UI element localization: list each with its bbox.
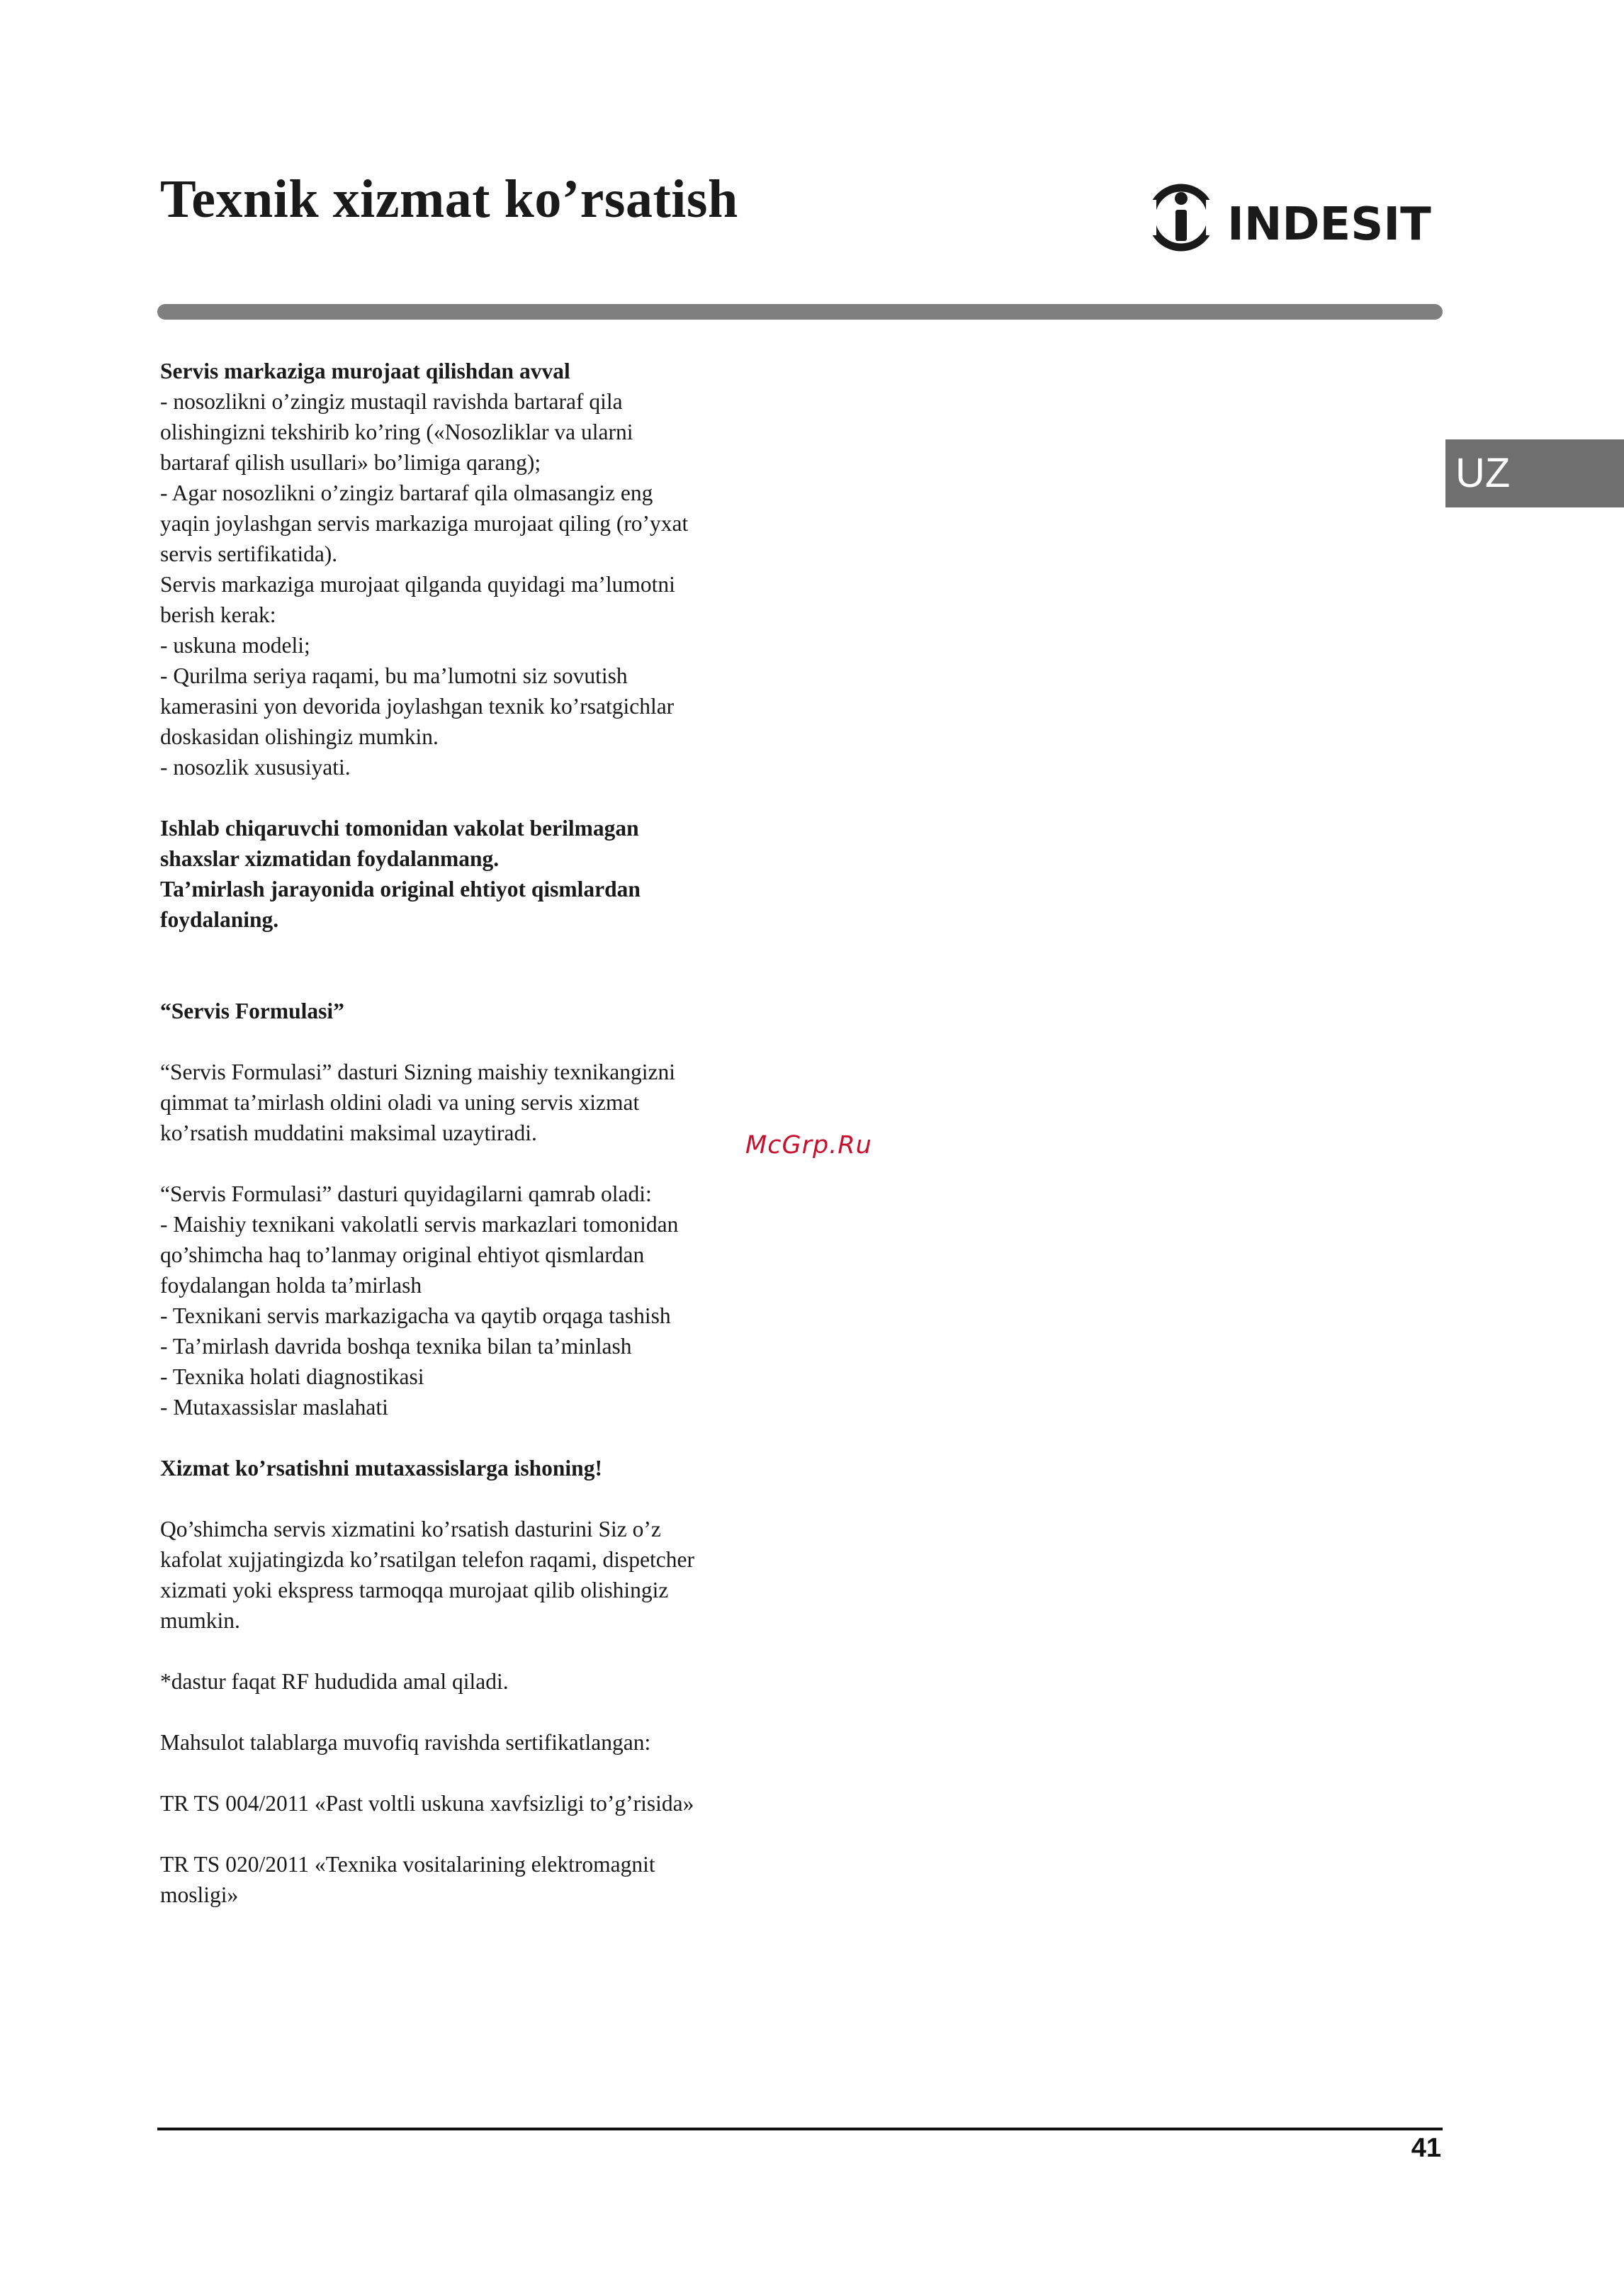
body-line: - uskuna modeli; — [160, 633, 310, 658]
certification-intro: Mahsulot talablarga muvofiq ravishda sertifikatlangan: — [160, 1730, 651, 1755]
body-line: xizmati yoki ekspress tarmoqqa murojaat qilib olishingiz — [160, 1578, 669, 1602]
body-line: yaqin joylashgan servis markaziga murojaat qiling (ro’yxat — [160, 511, 689, 536]
body-line: qo’shimcha haq to’lanmay original ehtiyot qismlardan — [160, 1242, 645, 1267]
body-line: kafolat xujjatingizda ko’rsatilgan telefon raqami, dispetcher — [160, 1547, 694, 1572]
body-line: qimmat ta’mirlash oldini oladi va uning servis xizmat — [160, 1090, 640, 1115]
body-line: - nosozlik xususiyati. — [160, 755, 351, 780]
body-line: “Servis Formulasi” dasturi Sizning maishiy texnikangizni — [160, 1060, 676, 1084]
body-line: - Texnikani servis markazigacha va qaytib orqaga tashish — [160, 1303, 671, 1328]
body-line: - Qurilma seriya raqami, bu ma’lumotni siz sovutish — [160, 663, 628, 688]
warning-line: shaxslar xizmatidan foydalanmang. — [160, 846, 500, 871]
page-title: Texnik xizmat ko’rsatish — [160, 169, 738, 229]
certification-item: TR TS 020/2011 «Texnika vositalarining elektromagnit — [160, 1852, 655, 1877]
body-line: kamerasini yon devorida joylashgan texnik ko’rsatgichlar — [160, 694, 675, 719]
body-line: berish kerak: — [160, 602, 276, 627]
body-line: - Texnika holati diagnostikasi — [160, 1364, 424, 1389]
body-line: foydalangan holda ta’mirlash — [160, 1273, 422, 1298]
body-line: olishingizni tekshirib ko’ring («Nosozliklar va ularni — [160, 420, 633, 444]
language-tab: UZ — [1445, 439, 1624, 507]
section-heading: “Servis Formulasi” — [160, 999, 344, 1023]
body-line: Servis markaziga murojaat qilganda quyidagi ma’lumotni — [160, 572, 675, 597]
body-line: mumkin. — [160, 1608, 240, 1633]
indesit-logo — [1142, 179, 1440, 257]
warning-line: foydalaning. — [160, 907, 279, 932]
body-line: “Servis Formulasi” dasturi quyidagilarni qamrab oladi: — [160, 1181, 652, 1206]
certification-item: mosligi» — [160, 1882, 239, 1907]
warning-line: Ta’mirlash jarayonida original ehtiyot qismlardan — [160, 877, 641, 901]
body-line: - Ta’mirlash davrida boshqa texnika bilan ta’minlash — [160, 1334, 632, 1359]
footnote: *dastur faqat RF hududida amal qiladi. — [160, 1669, 509, 1694]
body-line: servis sertifikatida). — [160, 541, 338, 566]
warning-line: Ishlab chiqaruvchi tomonidan vakolat berilmagan — [160, 816, 639, 841]
body-line: - nosozlikni o’zingiz mustaqil ravishda bartaraf qila — [160, 389, 623, 414]
header-divider — [157, 304, 1443, 320]
body-line: bartaraf qilish usullari» bo’limiga qarang); — [160, 450, 541, 475]
body-line: - Mutaxassislar maslahati — [160, 1395, 388, 1420]
section-heading: Servis markaziga murojaat qilishdan avval — [160, 359, 570, 383]
body-line: - Agar nosozlikni o’zingiz bartaraf qila olmasangiz eng — [160, 481, 653, 505]
indesit-logo-icon — [1142, 179, 1440, 257]
watermark: McGrp.Ru — [745, 1131, 872, 1159]
svg-text:INDESIT: INDESIT — [1227, 198, 1431, 251]
body-line: - Maishiy texnikani vakolatli servis markazlari tomonidan — [160, 1212, 679, 1237]
body-line: doskasidan olishingiz mumkin. — [160, 724, 439, 749]
page-number: 41 — [1411, 2133, 1441, 2163]
body-line: ko’rsatish muddatini maksimal uzaytiradi. — [160, 1120, 537, 1145]
certification-item: TR TS 004/2011 «Past voltli uskuna xavfsizligi to’g’risida» — [160, 1791, 694, 1816]
section-heading: Xizmat ko’rsatishni mutaxassislarga ishoning! — [160, 1456, 602, 1481]
body-line: Qo’shimcha servis xizmatini ko’rsatish dasturini Siz o’z — [160, 1517, 661, 1541]
footer-divider — [157, 2128, 1443, 2130]
